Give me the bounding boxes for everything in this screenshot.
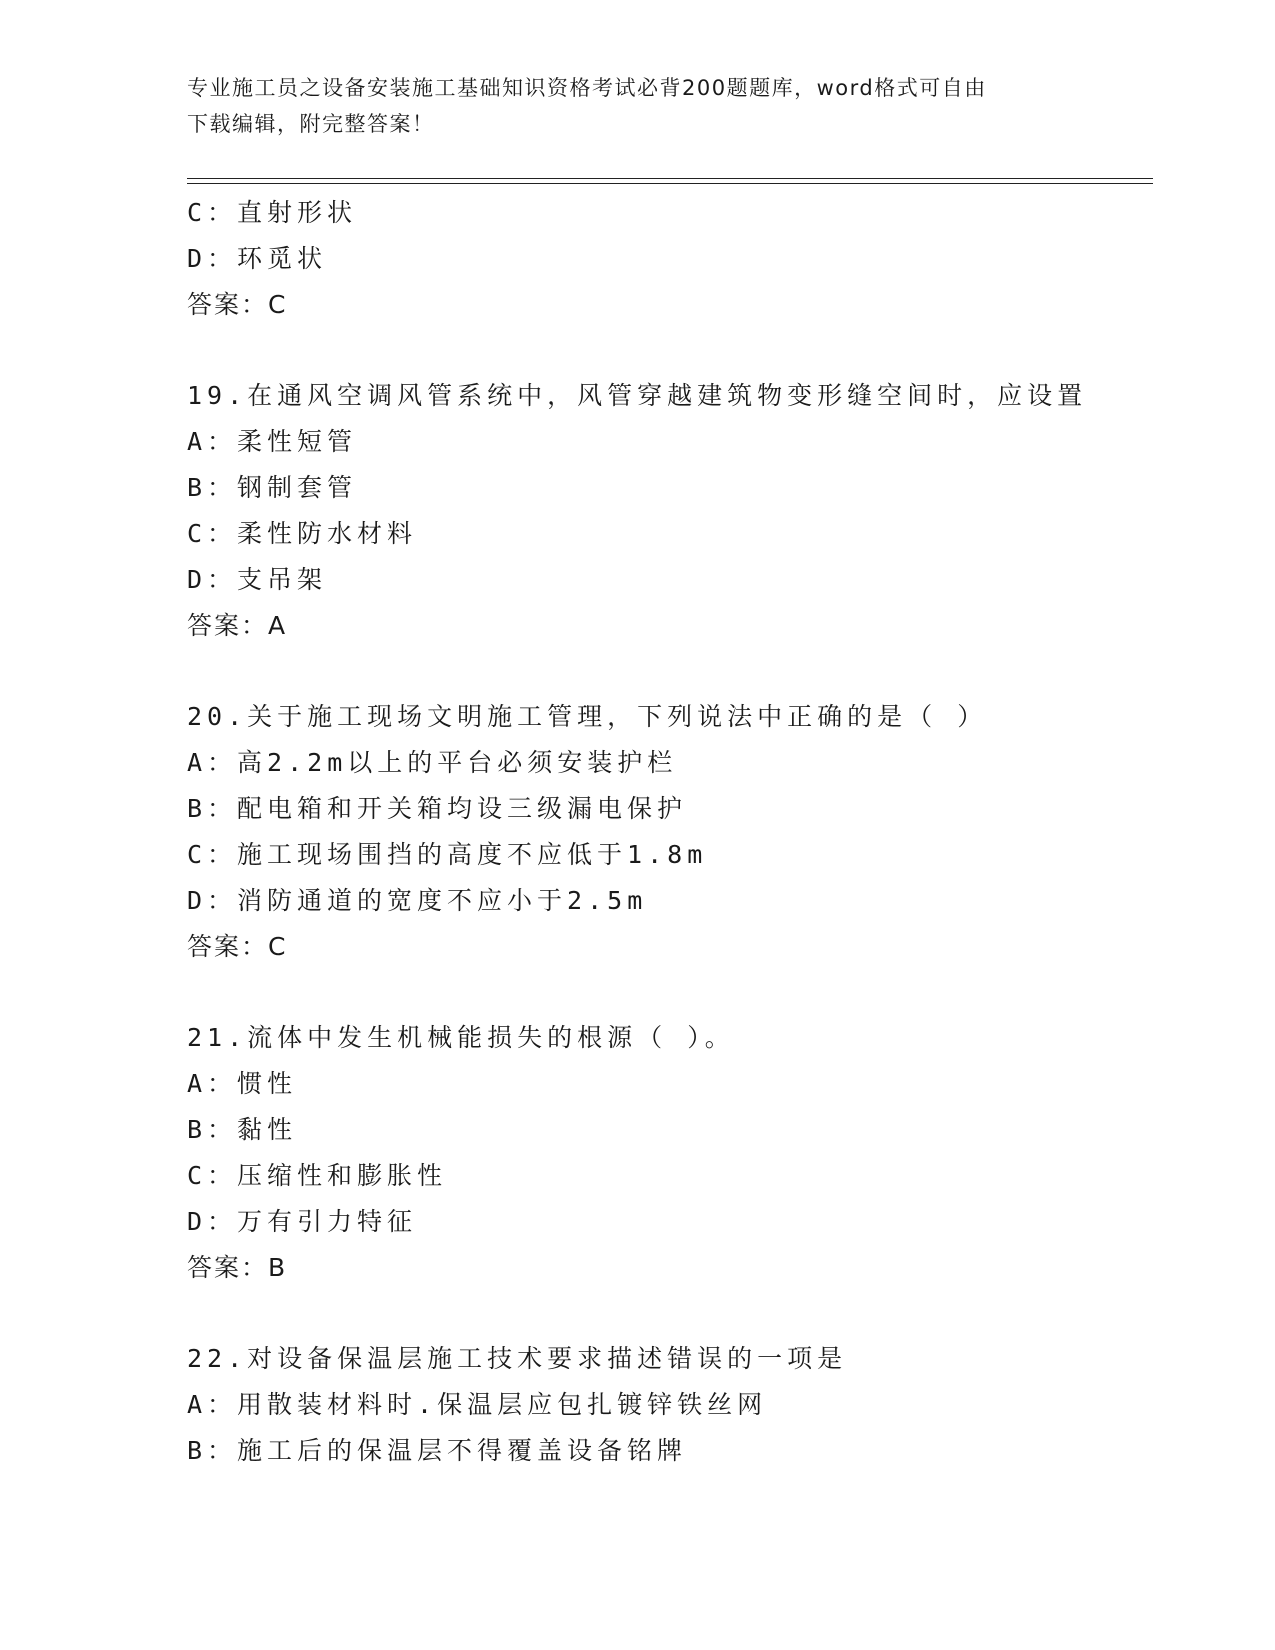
header-divider-top: [187, 178, 1153, 179]
option-line: A：高2.2m以上的平台必须安装护栏: [187, 748, 678, 777]
header-line-1: 专业施工员之设备安装施工基础知识资格考试必背200题题库，word格式可自由: [187, 76, 987, 100]
option-line: D：支吊架: [187, 565, 328, 594]
document-body: [187, 190, 1153, 1474]
option-line: B：施工后的保温层不得覆盖设备铭牌: [187, 1436, 688, 1465]
answer-line: 答案：A: [187, 611, 288, 640]
option-line: B：钢制套管: [187, 473, 358, 502]
document-header: [187, 70, 1087, 142]
question-21: [187, 1015, 1153, 1291]
option-line: C：直射形状: [187, 198, 358, 227]
question-stem: 19.在通风空调风管系统中，风管穿越建筑物变形缝空间时，应设置: [187, 381, 1088, 410]
option-line: C：施工现场围挡的高度不应低于1.8m: [187, 840, 708, 869]
spacer: [187, 328, 1153, 373]
question-stem: 21.流体中发生机械能损失的根源（ ）。: [187, 1023, 735, 1052]
option-line: B：配电箱和开关箱均设三级漏电保护: [187, 794, 688, 823]
question-22: [187, 1336, 1153, 1474]
option-line: A：用散装材料时.保温层应包扎镀锌铁丝网: [187, 1390, 768, 1419]
answer-line: 答案：C: [187, 290, 288, 319]
spacer: [187, 649, 1153, 694]
header-line-2: 下载编辑，附完整答案！: [187, 112, 435, 136]
option-line: C：压缩性和膨胀性: [187, 1161, 448, 1190]
option-line: A：惯性: [187, 1069, 298, 1098]
spacer: [187, 970, 1153, 1015]
option-line: A：柔性短管: [187, 427, 358, 456]
question-20: [187, 694, 1153, 970]
header-divider-bottom: [187, 183, 1153, 184]
option-line: D：环觅状: [187, 244, 328, 273]
option-line: D：万有引力特征: [187, 1207, 418, 1236]
option-line: C：柔性防水材料: [187, 519, 418, 548]
option-line: B：黏性: [187, 1115, 298, 1144]
answer-line: 答案：C: [187, 932, 288, 961]
answer-line: 答案：B: [187, 1253, 288, 1282]
question-stem: 22.对设备保温层施工技术要求描述错误的一项是: [187, 1344, 848, 1373]
question-continuation: [187, 190, 1153, 328]
question-stem: 20.关于施工现场文明施工管理，下列说法中正确的是（ ）: [187, 702, 988, 731]
spacer: [187, 1291, 1153, 1336]
option-line: D：消防通道的宽度不应小于2.5m: [187, 886, 648, 915]
question-19: [187, 373, 1153, 649]
